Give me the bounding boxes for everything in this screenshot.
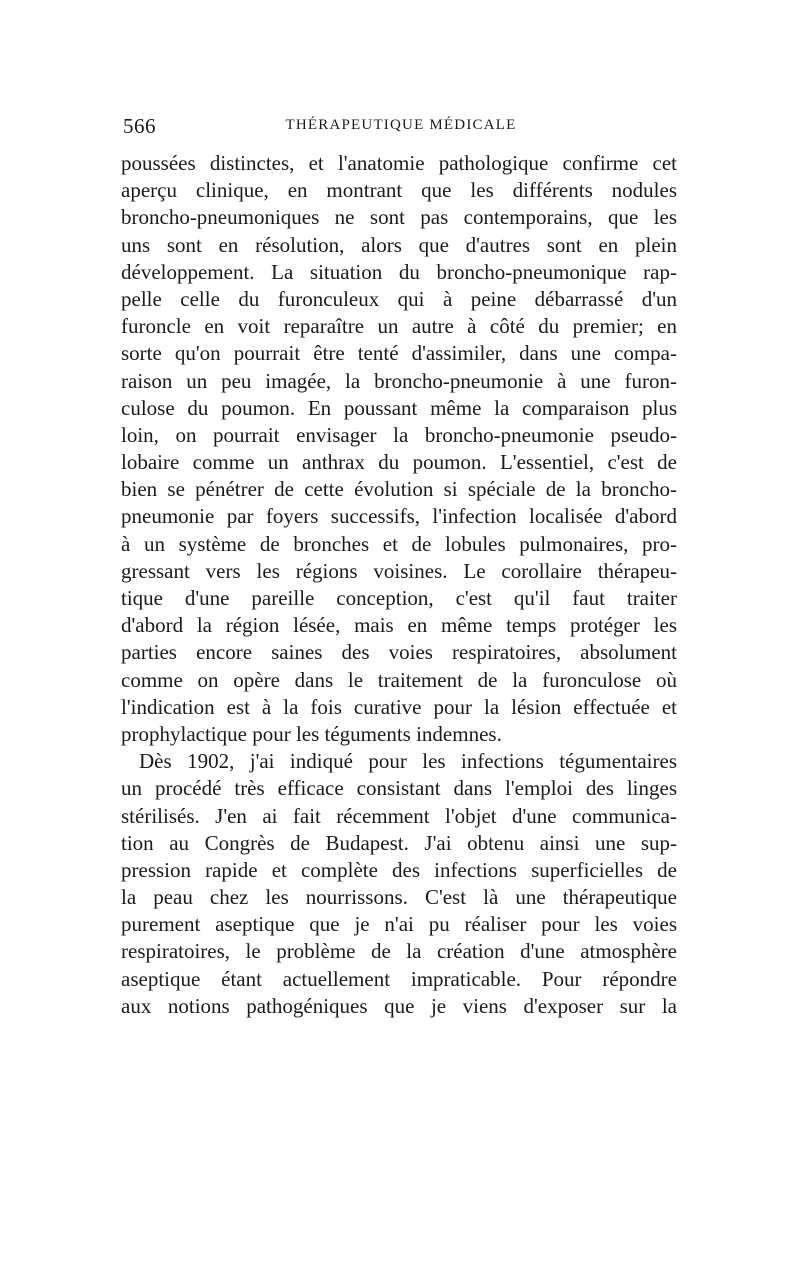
text-line: furoncle en voit reparaître un autre à côté du premier; en	[121, 314, 677, 339]
text-line: pneumonie par foyers successifs, l'infection localisée d'abord	[121, 504, 677, 529]
text-line: purement aseptique que je n'ai pu réaliser pour les voies	[121, 912, 677, 937]
text-line: lobaire comme un anthrax du poumon. L'essentiel, c'est de	[121, 450, 677, 475]
text-line: parties encore saines des voies respiratoires, absolument	[121, 640, 677, 665]
text-line: culose du poumon. En poussant même la comparaison plus	[121, 395, 677, 420]
page-number: 566	[123, 114, 156, 138]
text-line: loin, on pourrait envisager la broncho-pneumonie pseudo-	[121, 422, 677, 447]
text-line: bien se pénétrer de cette évolution si spéciale de la broncho-	[121, 477, 677, 502]
text-line: broncho-pneumoniques ne sont pas contemporains, que les	[121, 205, 677, 230]
text-line: pelle celle du furonculeux qui à peine débarrassé d'un	[121, 286, 677, 311]
text-line: poussées distinctes, et l'anatomie pathologique confirme cet	[121, 151, 677, 175]
text-line: tion au Congrès de Budapest. J'ai obtenu ainsi une sup-	[121, 830, 677, 855]
running-title: THÉRAPEUTIQUE MÉDICALE	[285, 117, 517, 133]
text-line: comme on opère dans le traitement de la furonculose où	[121, 667, 677, 692]
body-text	[121, 150, 677, 1020]
text-line: aux notions pathogéniques que je viens d'exposer sur la	[121, 993, 677, 1018]
running-header	[123, 114, 679, 142]
text-line: développement. La situation du broncho-pneumonique rap-	[121, 259, 677, 284]
text-line: tique d'une pareille conception, c'est qu'il faut traiter	[121, 586, 677, 610]
paragraph-start-line: Dès 1902, j'ai indiqué pour les infections tégumentaires	[139, 749, 677, 774]
text-line: d'abord la région lésée, mais en même temps protéger les	[121, 613, 677, 638]
text-line: respiratoires, le problème de la création d'une atmosphère	[121, 939, 677, 964]
text-line: aperçu clinique, en montrant que les différents nodules	[121, 178, 677, 203]
text-line: l'indication est à la fois curative pour la lésion effectuée et	[121, 694, 677, 719]
text-line: raison un peu imagée, la broncho-pneumonie à une furon-	[121, 368, 677, 393]
text-line: uns sont en résolution, alors que d'autres sont en plein	[121, 232, 677, 257]
paragraph-end-line: prophylactique pour les téguments indemnes.	[121, 721, 502, 746]
text-line: stérilisés. J'en ai fait récemment l'objet d'une communica-	[121, 803, 677, 828]
text-line: pression rapide et complète des infections superficielles de	[121, 857, 677, 882]
text-line: la peau chez les nourrissons. C'est là une thérapeutique	[121, 885, 677, 910]
text-line: aseptique étant actuellement impraticable. Pour répondre	[121, 966, 677, 991]
text-line: gressant vers les régions voisines. Le corollaire thérapeu-	[121, 558, 677, 583]
text-line: un procédé très efficace consistant dans l'emploi des linges	[121, 776, 677, 801]
text-line: sorte qu'on pourrait être tenté d'assimiler, dans une compa-	[121, 341, 677, 366]
text-line: à un système de bronches et de lobules pulmonaires, pro-	[121, 531, 677, 556]
